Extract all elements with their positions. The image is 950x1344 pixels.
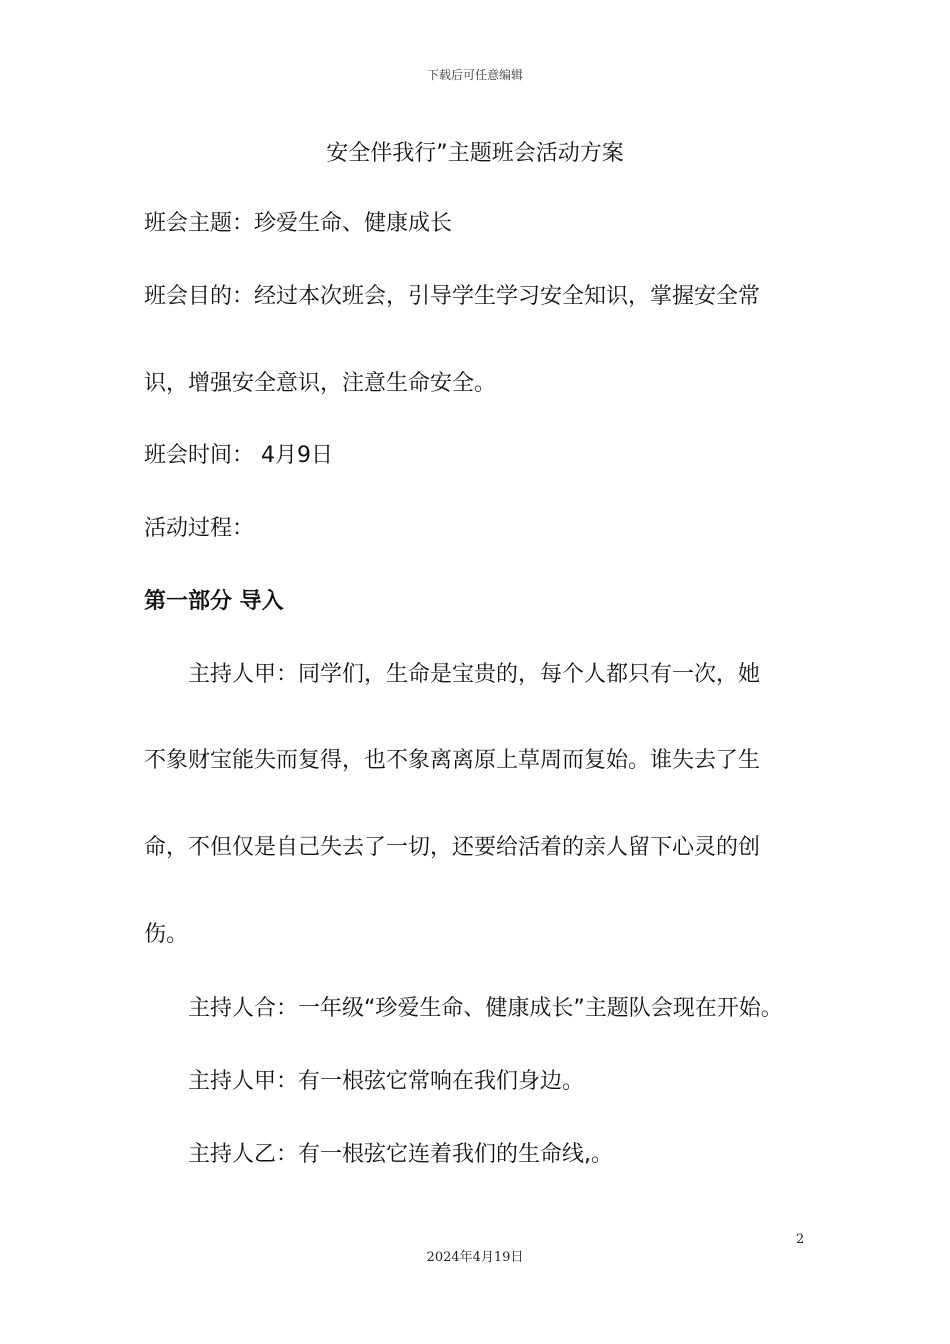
paragraph-1-line-4: 伤。	[144, 922, 189, 947]
paragraph-3: 主持人甲：有一根弦它常响在我们身边。	[188, 1069, 585, 1094]
meeting-purpose-line-2: 识，增强安全意识，注意生命安全。	[144, 371, 497, 396]
paragraph-1-line-1: 主持人甲：同学们，生命是宝贵的，每个人都只有一次，她	[188, 662, 761, 687]
activity-process-label: 活动过程：	[144, 516, 255, 541]
section-heading-intro: 第一部分 导入	[144, 589, 284, 614]
paragraph-1-line-2: 不象财宝能失而复得，也不象离离原上草周而复始。谁失去了生	[144, 748, 761, 773]
page-number: 2	[796, 1232, 805, 1247]
footer-date: 2024年4月19日	[426, 1250, 524, 1265]
meeting-purpose-line-1: 班会目的：经过本次班会，引导学生学习安全知识，掌握安全常	[144, 284, 761, 309]
paragraph-4: 主持人乙：有一根弦它连着我们的生命线,。	[188, 1142, 613, 1167]
header-note: 下载后可任意编辑	[426, 68, 523, 82]
paragraph-2: 主持人合：一年级“珍爱生命、健康成长”主题队会现在开始。	[188, 996, 783, 1021]
paragraph-1-line-3: 命，不但仅是自己失去了一切，还要给活着的亲人留下心灵的创	[144, 835, 761, 860]
meeting-theme: 班会主题：珍爱生命、健康成长	[144, 211, 453, 236]
document-title: 安全伴我行”主题班会活动方案	[326, 141, 624, 166]
meeting-time: 班会时间： 4月9日	[144, 443, 333, 468]
